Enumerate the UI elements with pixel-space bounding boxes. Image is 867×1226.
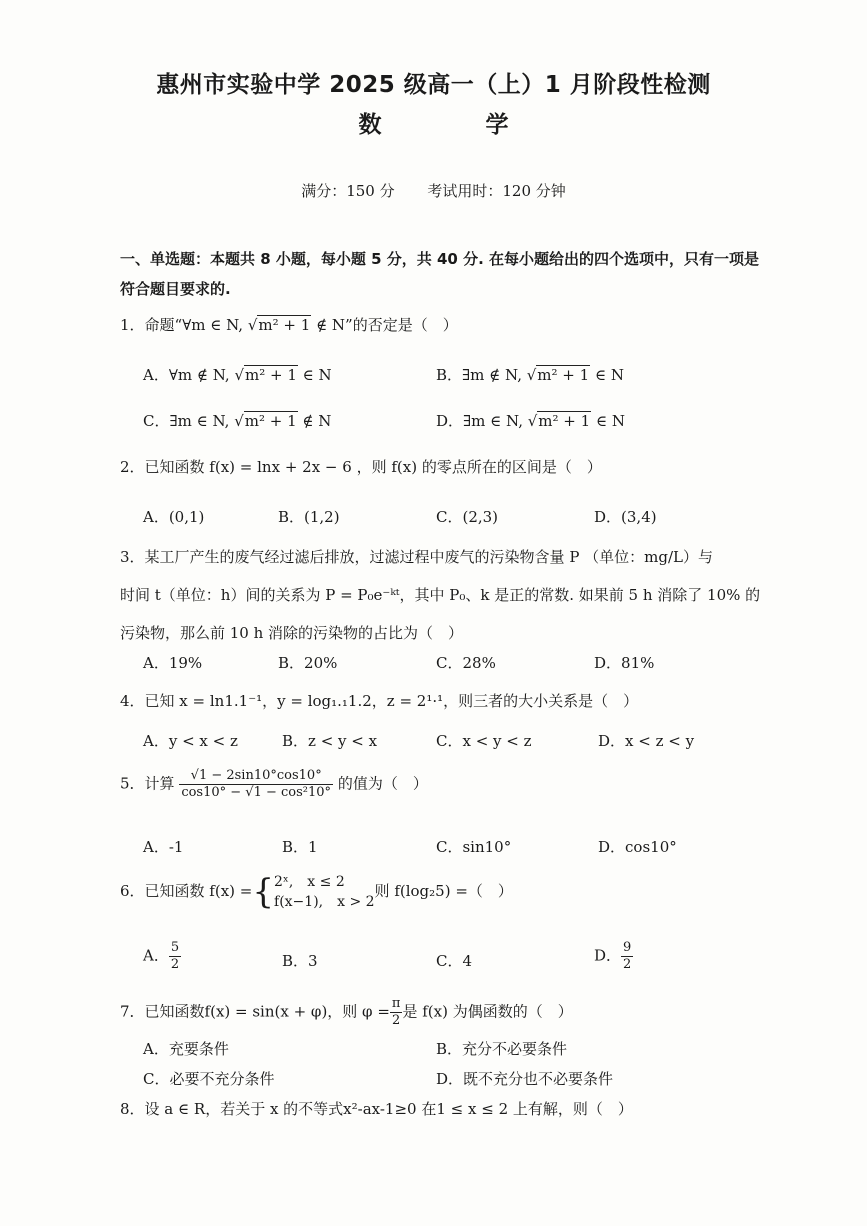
q7-fraction: $\frac{\pi}{2}$ [391, 996, 401, 1028]
question-7 [120, 996, 573, 1029]
q1-option-d: D．∃m ∈ N, √m² + 1 ∈ N [436, 412, 625, 430]
q2-option-d: D．(3,4) [594, 508, 657, 526]
q3-option-a: A．19% [143, 654, 203, 672]
sqrt-sign: √ [247, 316, 258, 334]
q4-option-a: A．y < x < z [143, 732, 238, 750]
q5-numerator: √1 − 2sin10°cos10° [179, 768, 333, 785]
exam-info [0, 180, 867, 201]
q6-option-a: A． $\frac{5}{2}$ [143, 940, 180, 972]
q6-option-c: C．4 [436, 952, 473, 970]
full-score: 满分：150 分 [301, 182, 395, 200]
q7-option-a: A．充要条件 [143, 1040, 229, 1058]
q4-option-c: C．x < y < z [436, 732, 532, 750]
question-6 [120, 872, 513, 912]
q2-option-a: A．(0,1) [143, 508, 205, 526]
question-2: 2．已知函数 f(x) = lnx + 2x − 6 ，则 f(x) 的零点所在的区间是（ ） [120, 458, 602, 476]
q7-post: 是 f(x) 为偶函数的（ ） [402, 1002, 573, 1021]
q5-option-b: B．1 [282, 838, 318, 856]
section-heading: 一、单选题：本题共 8 小题，每小题 5 分，共 40 分. 在每小题给出的四个选项中，只有一项是符合题目要求的. [120, 250, 760, 298]
q4-option-b: B．z < y < x [282, 732, 378, 750]
q5-option-d: D．cos10° [598, 838, 677, 856]
question-8: 8．设 a ∈ R，若关于 x 的不等式x²-ax-1≥0 在1 ≤ x ≤ 2 上有解，则（ ） [120, 1100, 633, 1118]
q6-option-b: B．3 [282, 952, 318, 970]
q5-option-a: A．-1 [143, 838, 184, 856]
q1-radicand: m² + 1 [258, 316, 311, 334]
q6-case-1: 2ˣ, x ≤ 2 [274, 874, 345, 890]
q1-option-b: B．∃m ∉ N, √m² + 1 ∈ N [436, 366, 624, 384]
q6-cases [274, 872, 375, 912]
q7-option-b: B．充分不必要条件 [436, 1040, 568, 1058]
q2-option-b: B．(1,2) [278, 508, 340, 526]
q1-number: 1． [120, 316, 145, 334]
q6-pre: 6．已知函数 f(x) = [120, 882, 253, 900]
question-4: 4．已知 x = ln1.1⁻¹，y = log₁.₁1.2，z = 2¹·¹，则三者的大小关系是（ ） [120, 692, 639, 710]
time-limit: 考试用时：120 分钟 [427, 182, 566, 200]
exam-title: 惠州市实验中学 2025 级高一（上）1 月阶段性检测 [156, 72, 711, 98]
q5-denominator: cos10° − √1 − cos²10° [181, 785, 332, 800]
q7-option-c: C．必要不充分条件 [143, 1070, 275, 1088]
q3-option-c: C．28% [436, 654, 496, 672]
q3-option-b: B．20% [278, 654, 338, 672]
q1-pre: 命题“∀m ∈ N, [144, 316, 248, 334]
q7-pre: 7．已知函数f(x) = sin(x + φ)，则 φ = [120, 1002, 390, 1021]
q2-option-c: C．(2,3) [436, 508, 499, 526]
q5-option-c: C．sin10° [436, 838, 512, 856]
subject-title: 数 学 [358, 112, 557, 138]
q1-option-c: C．∃m ∈ N, √m² + 1 ∉ N [143, 412, 332, 430]
q5-fraction [179, 768, 333, 801]
question-1 [120, 314, 458, 335]
brace-icon: { [252, 872, 275, 912]
q6-case-2: f(x−1), x > 2 [274, 894, 375, 910]
q7-option-d: D．既不充分也不必要条件 [436, 1070, 614, 1088]
question-3-line-2: 时间 t（单位：h）间的关系为 P = P₀e⁻ᵏᵗ，其中 P₀、k 是正的常数. 如果前 5 h 消除了 10% 的 [120, 586, 761, 604]
question-3-line-1: 3．某工厂产生的废气经过滤后排放，过滤过程中废气的污染物含量 P （单位：mg/L）与 [120, 548, 714, 566]
question-3-line-3: 污染物，那么前 10 h 消除的污染物的占比为（ ） [120, 624, 464, 642]
q4-option-d: D．x < z < y [598, 732, 695, 750]
q6-option-d: D． $\frac{9}{2}$ [594, 940, 632, 972]
q5-pre: 5．计算 [120, 774, 175, 793]
q1-option-a: A．∀m ∉ N, √m² + 1 ∈ N [143, 366, 332, 384]
q6-post: 则 f(log₂5) =（ ） [374, 882, 513, 900]
question-5 [120, 768, 428, 801]
q5-post: 的值为（ ） [337, 774, 428, 793]
q3-option-d: D．81% [594, 654, 655, 672]
q1-post: ∉ N”的否定是（ ） [311, 316, 458, 334]
